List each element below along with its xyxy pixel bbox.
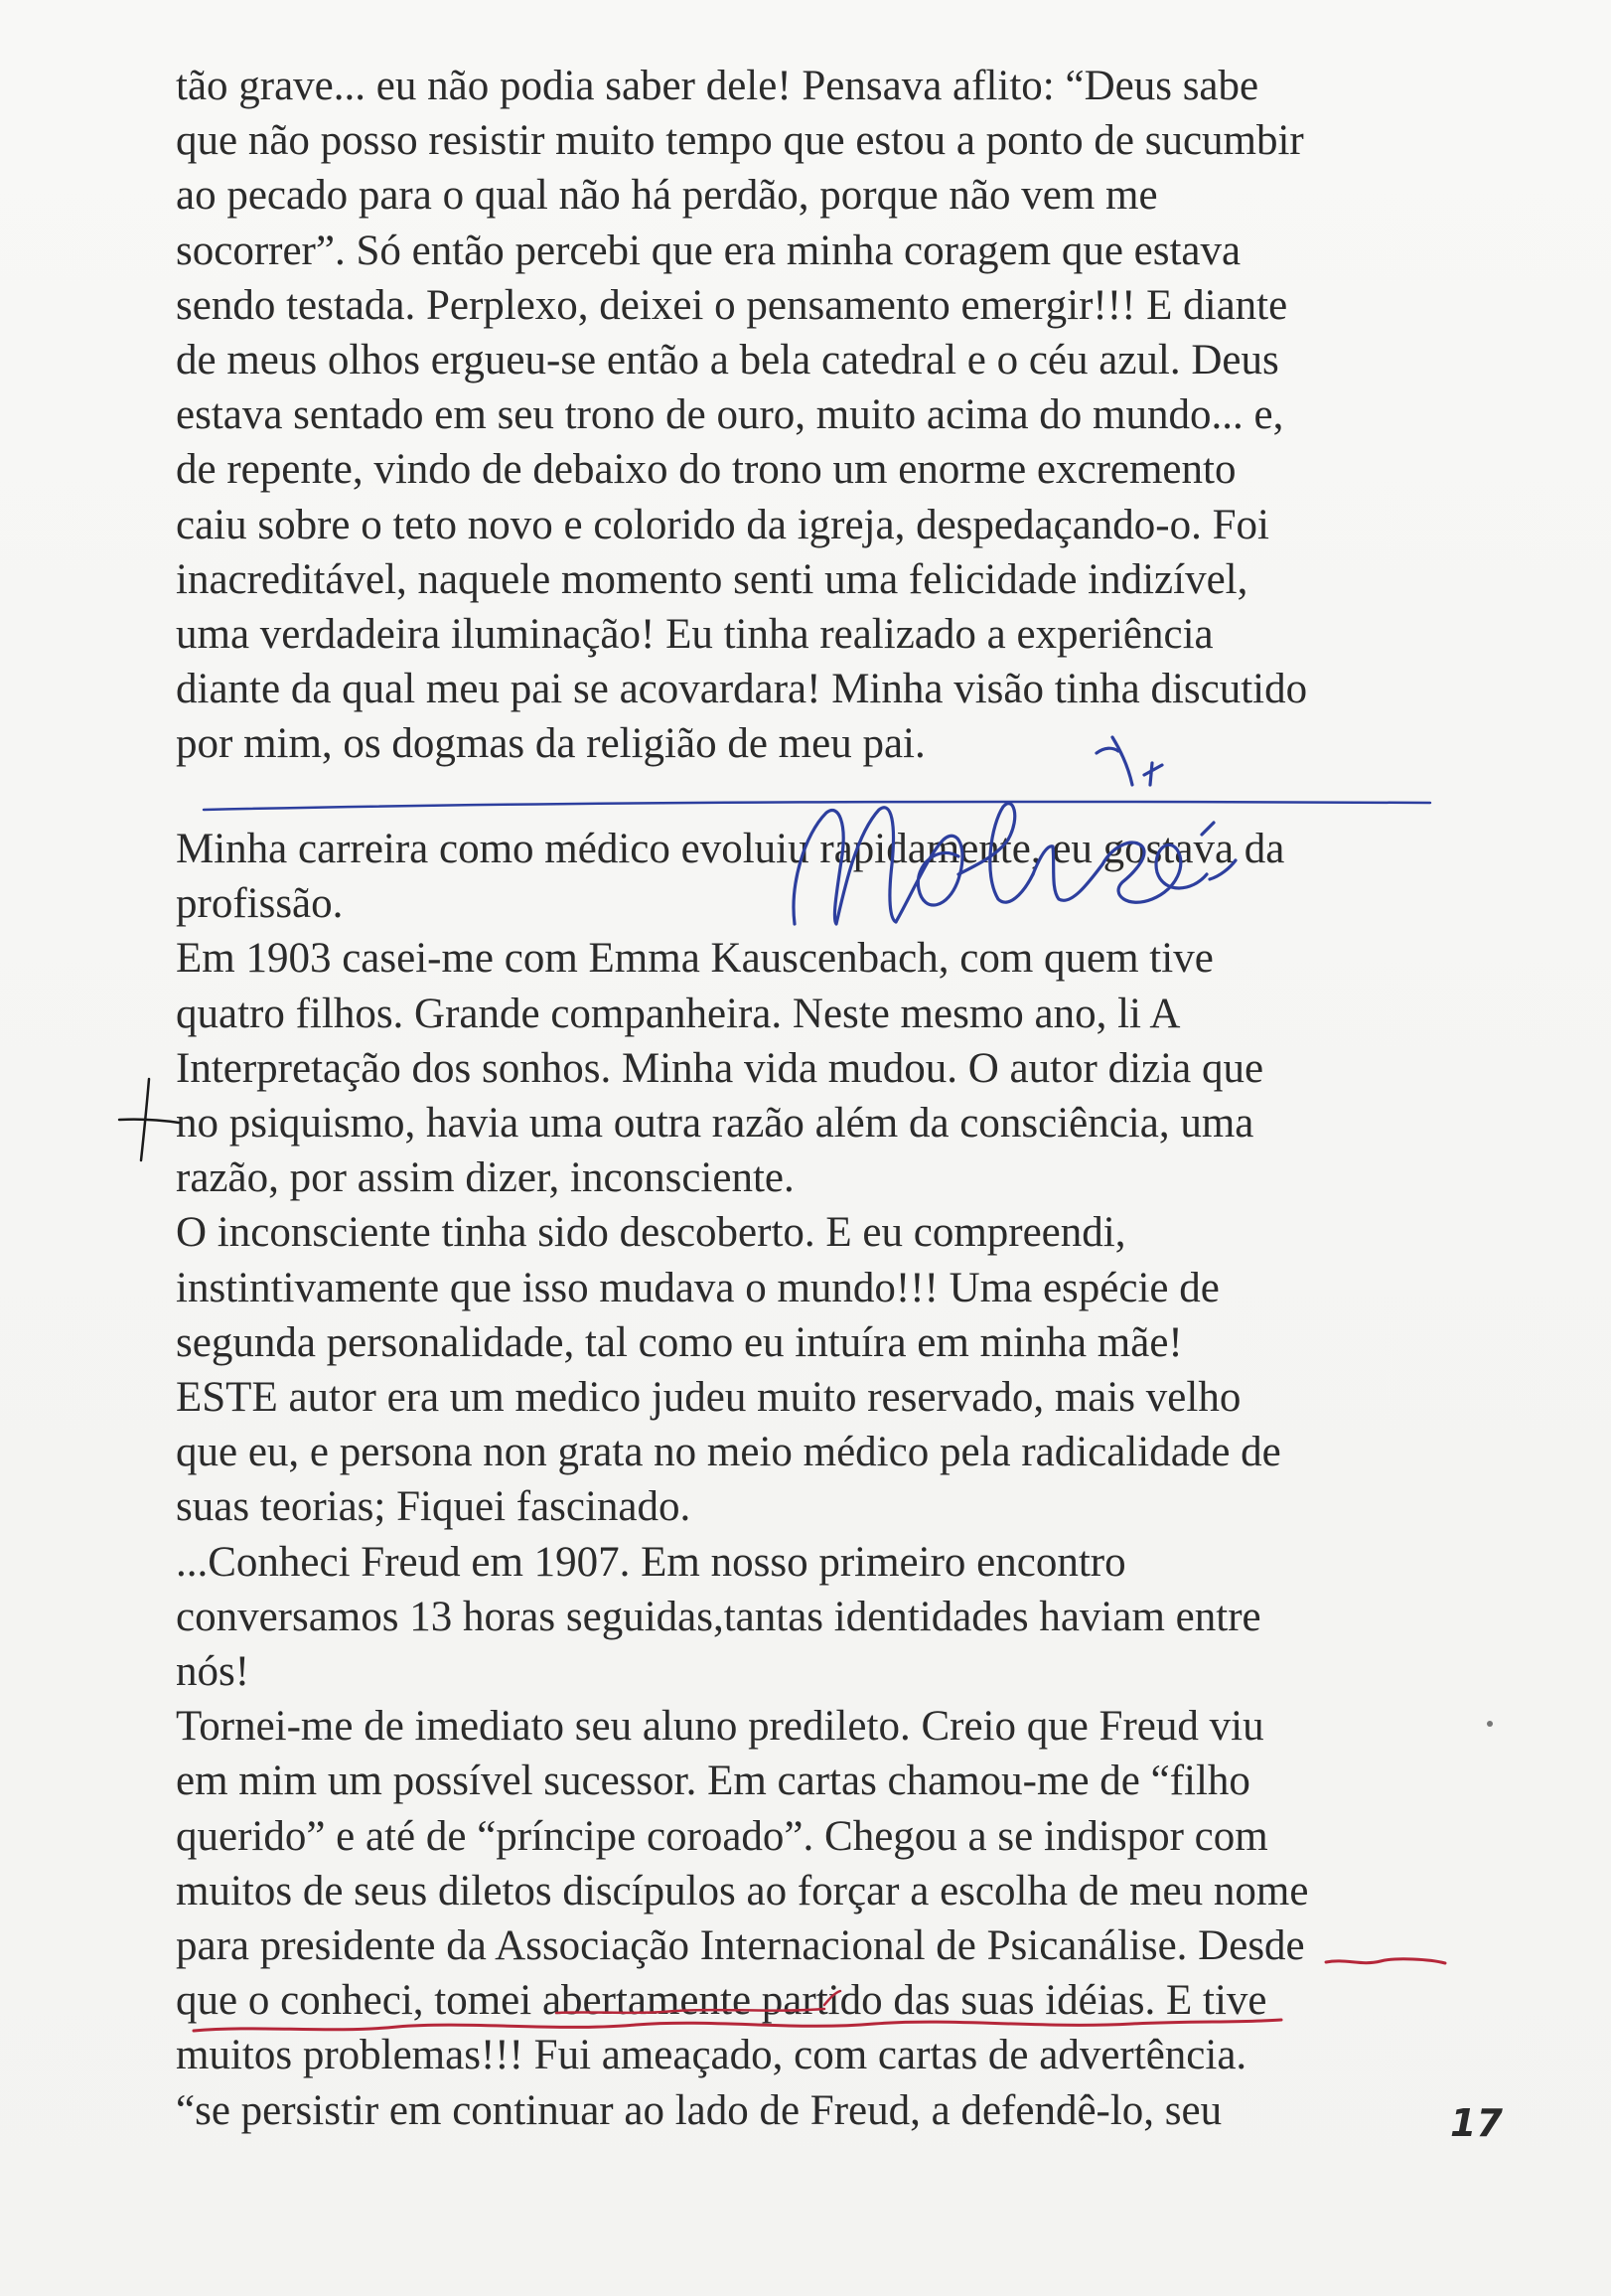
text-line: que eu, e persona non grata no meio médico pela radicalidade de (176, 1429, 1281, 1476)
text-line: razão, por assim dizer, inconsciente. (176, 1154, 795, 1202)
text-line: quatro filhos. Grande companheira. Neste mesmo ano, li A (176, 990, 1181, 1037)
text-line: “se persistir em continuar ao lado de Freud, a defendê-lo, seu (176, 2086, 1223, 2134)
text-line: profissão. (176, 880, 344, 928)
text-line: estava sentado em seu trono de ouro, muito acima do mundo... e, (176, 391, 1284, 439)
text-line: muitos de seus diletos discípulos ao forçar a escolha de meu nome (176, 1867, 1309, 1914)
paragraph-1 (176, 59, 1467, 772)
paragraph-2 (176, 822, 1467, 2138)
text-line: Em 1903 casei-me com Emma Kauscenbach, com quem tive (176, 935, 1214, 983)
blue-separator-line (204, 802, 1430, 810)
text-line: ESTE autor era um medico judeu muito reservado, mais velho (176, 1374, 1242, 1422)
paper-speck (1487, 1721, 1493, 1727)
text-line: socorrer”. Só então percebi que era minha coragem que estava (176, 227, 1242, 274)
text-line: em mim um possível sucessor. Em cartas chamou-me de “filho (176, 1758, 1250, 1805)
text-line: que o conheci, tomei abertamente partido das suas idéias. E tive (176, 1977, 1267, 2025)
text-line: Interpretação dos sonhos. Minha vida mudou. O autor dizia que (176, 1044, 1264, 1092)
text-line: ...Conheci Freud em 1907. Em nosso primeiro encontro (176, 1538, 1126, 1586)
text-line: caiu sobre o teto novo e colorido da igreja, despedaçando-o. Foi (176, 501, 1269, 548)
text-line: suas teorias; Fiquei fascinado. (176, 1483, 691, 1531)
text-line: sendo testada. Perplexo, deixei o pensamento emergir!!! E diante (176, 281, 1288, 329)
text-line: Tornei-me de imediato seu aluno predileto. Creio que Freud viu (176, 1703, 1264, 1751)
text-line: conversamos 13 horas seguidas,tantas identidades haviam entre (176, 1593, 1261, 1640)
text-line: inacreditável, naquele momento senti uma felicidade indizível, (176, 555, 1248, 603)
text-line: diante da qual meu pai se acovardara! Minha visão tinha discutido (176, 666, 1308, 713)
text-line: de meus olhos ergueu-se então a bela catedral e o céu azul. Deus (176, 337, 1279, 384)
text-line: ao pecado para o qual não há perdão, porque não vem me (176, 172, 1158, 220)
text-line: de repente, vindo de debaixo do trono um enorme excremento (176, 446, 1237, 494)
text-line: instintivamente que isso mudava o mundo!!! Uma espécie de (176, 1264, 1220, 1311)
text-line: O inconsciente tinha sido descoberto. E eu compreendi, (176, 1209, 1126, 1257)
margin-cross-mark (119, 1079, 179, 1160)
text-line: uma verdadeira iluminação! Eu tinha realizado a experiência (176, 611, 1214, 659)
text-line: no psiquismo, havia uma outra razão além da consciência, uma (176, 1100, 1254, 1148)
text-line: querido” e até de “príncipe coroado”. Chegou a se indispor com (176, 1812, 1268, 1860)
text-line: que não posso resistir muito tempo que estou a ponto de sucumbir (176, 117, 1304, 165)
text-line: tão grave... eu não podia saber dele! Pensava aflito: “Deus sabe (176, 63, 1259, 109)
text-line: por mim, os dogmas da religião de meu pai. (176, 720, 926, 768)
text-line: para presidente da Associação Internacional de Psicanálise. Desde (176, 1922, 1305, 1970)
text-line: Minha carreira como médico evoluiu rapidamente, eu gostava da (176, 826, 1285, 872)
page-number: 17 (1450, 2101, 1503, 2145)
text-line: nós! (176, 1648, 250, 1696)
text-line: muitos problemas!!! Fui ameaçado, com cartas de advertência. (176, 2032, 1247, 2079)
text-line: segunda personalidade, tal como eu intuíra em minha mãe! (176, 1318, 1183, 1366)
